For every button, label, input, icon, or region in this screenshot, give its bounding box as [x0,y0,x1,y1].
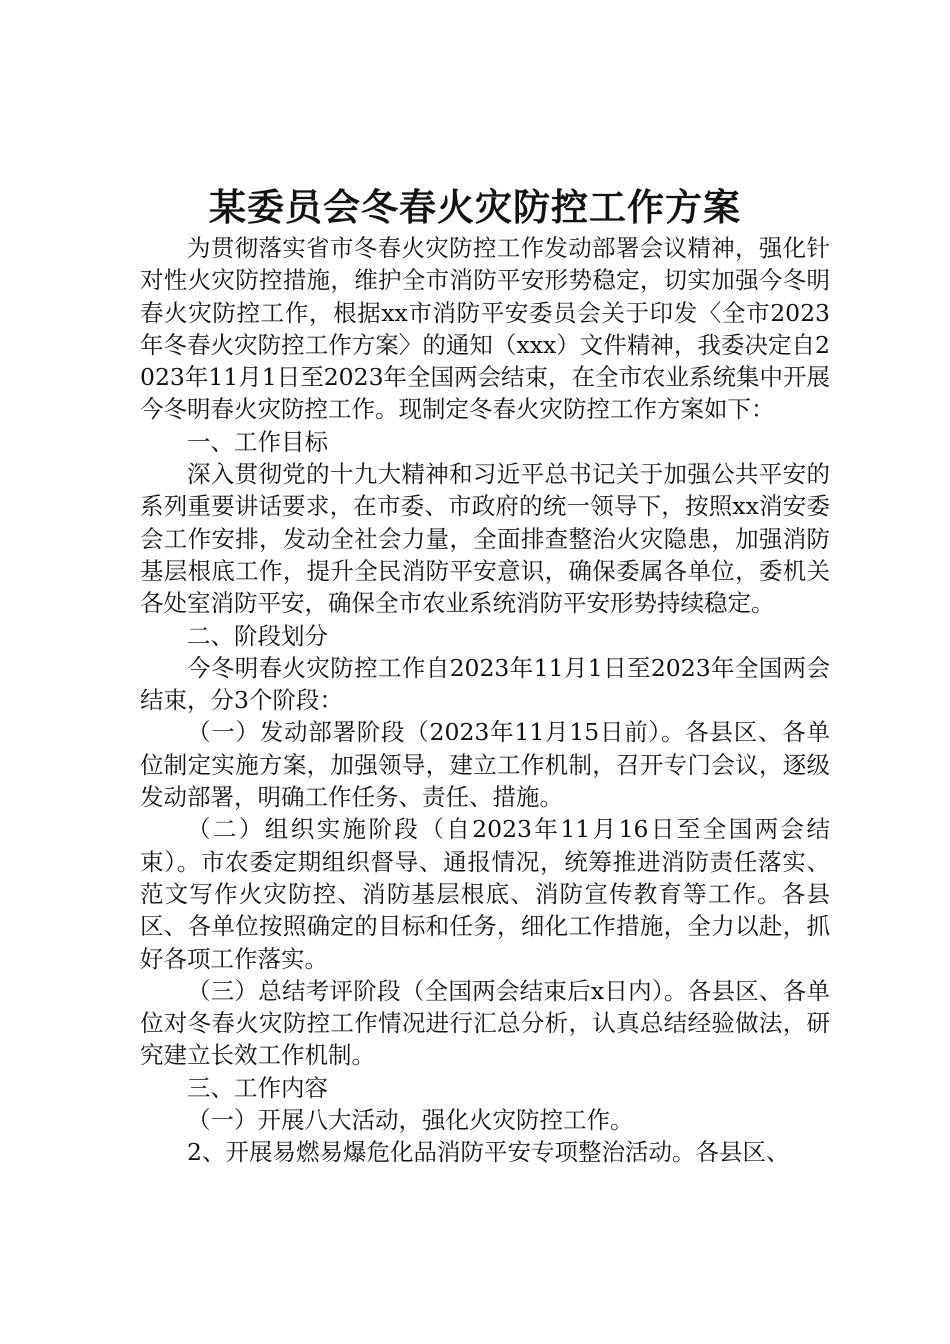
section-heading-stages: 二、阶段划分 [187,621,328,650]
content-item-2: 2、开展易燃易爆危化品消防平安专项整治活动。各县区、 [187,1138,790,1167]
section-heading-content: 三、工作内容 [187,1073,328,1102]
stage-1-paragraph: （一）发动部署阶段（2023年11月15日前）。各县区、各单位制定实施方案，加强领导，建立工作机制，召开专门会议，逐级发动部署，明确工作任务、责任、措施。 [140,718,830,812]
section-heading-goals: 一、工作目标 [187,427,328,456]
document-body [140,232,830,1169]
content-item-1: （一）开展八大活动，强化火灾防控工作。 [187,1106,634,1135]
stage-2-paragraph: （二）组织实施阶段（自2023年11月16日至全国两会结束）。市农委定期组织督导、通报情况，统筹推进消防责任落实、范文写作火灾防控、消防基层根底、消防宣传教育等工作。各县区、各单位按照确定的目标和任务，细化工作措施，全力以赴，抓好各项工作落实。 [140,815,830,973]
stage-3-paragraph: （三）总结考评阶段（全国两会结束后x日内）。各县区、各单位对冬春火灾防控工作情况进行汇总分析，认真总结经验做法，研究建立长效工作机制。 [140,976,830,1070]
intro-paragraph: 为贯彻落实省市冬春火灾防控工作发动部署会议精神，强化针对性火灾防控措施，维护全市消防平安形势稳定，切实加强今冬明春火灾防控工作，根据xx市消防平安委员会关于印发〈全市2023年冬春火灾防控工作方案〉的通知（xxx）文件精神，我委决定自2023年11月1日至2023年全国两会结束，在全市农业系统集中开展今冬明春火灾防控工作。现制定冬春火灾防控工作方案如下： [140,234,831,424]
stages-paragraph: 今冬明春火灾防控工作自2023年11月1日至2023年全国两会结束，分3个阶段： [140,653,830,715]
document-title: 某委员会冬春火灾防控工作方案 [209,185,741,229]
goals-paragraph: 深入贯彻党的十九大精神和习近平总书记关于加强公共平安的系列重要讲话要求，在市委、市政府的统一领导下，按照xx消安委会工作安排，发动全社会力量，全面排查整治火灾隐患，加强消防基层根底工作，提升全民消防平安意识，确保委属各单位，委机关各处室消防平安，确保全市农业系统消防平安形势持续稳定。 [140,460,830,618]
